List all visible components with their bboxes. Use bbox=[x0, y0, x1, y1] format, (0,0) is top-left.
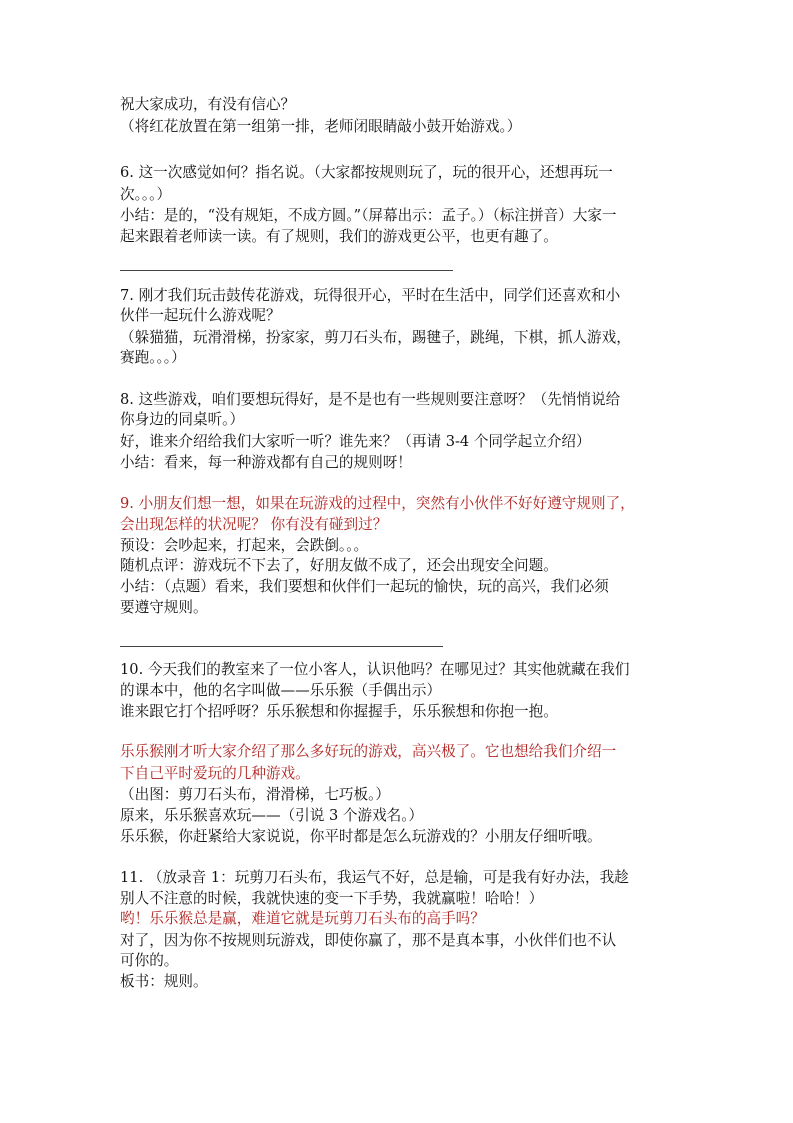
text-line: 好，谁来介绍给我们大家听一听？谁先来？（再请 3-4 个同学起立介绍） bbox=[120, 433, 591, 450]
text-line: 乐乐猴，你赶紧给大家说说，你平时都是怎么玩游戏的？小朋友仔细听哦。 bbox=[120, 828, 602, 845]
text-line: 别人不注意的时候，我就快速的变一下手势，我就赢啦！哈哈！） bbox=[120, 890, 544, 907]
text-line: 8. 这些游戏，咱们要想玩得好，是不是也有一些规则要注意呀？（先悄悄说给 bbox=[120, 391, 621, 408]
text-line: （出图：剪刀石头布，滑滑梯，七巧板。） bbox=[120, 786, 390, 803]
text-line: 伙伴一起玩什么游戏呢？ bbox=[120, 307, 281, 324]
highlighted-text-line: 乐乐猴刚才听大家介绍了那么多好玩的游戏，高兴极了。它也想给我们介绍一 bbox=[120, 743, 617, 760]
highlighted-text-line: 哟！乐乐猴总是赢，难道它就是玩剪刀石头布的高手吗？ bbox=[120, 910, 485, 927]
text-line: 板书：规则。 bbox=[120, 973, 208, 990]
text-line: 随机点评：游戏玩不下去了，好朋友做不成了，还会出现安全问题。 bbox=[120, 557, 558, 574]
text-line: 7. 刚才我们玩击鼓传花游戏，玩得很开心，平时在生活中，同学们还喜欢和小 bbox=[120, 287, 621, 304]
text-line: 你身边的同桌听。） bbox=[120, 411, 245, 428]
divider-line bbox=[120, 270, 453, 271]
divider-line bbox=[120, 646, 443, 647]
text-line: 6. 这一次感觉如何？指名说。（大家都按规则玩了，玩的很开心，还想再玩一 bbox=[120, 164, 613, 181]
highlighted-text-line: 下自己平时爱玩的几种游戏。 bbox=[120, 765, 310, 782]
text-line: （将红花放置在第一组第一排，老师闭眼睛敲小鼓开始游戏。） bbox=[120, 118, 522, 135]
text-line: 起来跟着老师读一读。有了规则，我们的游戏更公平，也更有趣了。 bbox=[120, 228, 558, 245]
text-line: （躲猫猫，玩滑滑梯，扮家家，剪刀石头布，踢毽子，跳绳，下棋，抓人游戏， bbox=[120, 329, 631, 346]
text-line: 原来，乐乐猴喜欢玩——（引说 3 个游戏名。） bbox=[120, 807, 424, 824]
highlighted-text-line: 9. 小朋友们想一想，如果在玩游戏的过程中，突然有小伙伴不好好遵守规则了， bbox=[120, 495, 635, 512]
text-line: 对了，因为你不按规则玩游戏，即使你赢了，那不是真本事，小伙伴们也不认 bbox=[120, 932, 617, 949]
text-line: 小结：是的，“没有规矩，不成方圆。”（屏幕出示：孟子。）（标注拼音）大家一 bbox=[120, 207, 617, 224]
text-line: 小结：（点题）看来，我们要想和伙伴们一起玩的愉快，玩的高兴，我们必须 bbox=[120, 578, 609, 595]
text-line: 预设：会吵起来，打起来，会跌倒。。。 bbox=[120, 537, 369, 554]
highlighted-text-line: 会出现怎样的状况呢？ 你有没有碰到过？ bbox=[120, 516, 388, 533]
text-line: 的课本中，他的名字叫做——乐乐猴（手偶出示） bbox=[120, 682, 442, 699]
text-line: 小结：看来，每一种游戏都有自己的规则呀！ bbox=[120, 454, 412, 471]
text-line: 10. 今天我们的教室来了一位小客人，认识他吗？在哪见过？其实他就藏在我们 bbox=[120, 661, 630, 678]
text-line: 谁来跟它打个招呼呀？乐乐猴想和你握握手，乐乐猴想和你抱一抱。 bbox=[120, 703, 558, 720]
text-line: 赛跑。。。） bbox=[120, 349, 186, 366]
text-line: 要遵守规则。 bbox=[120, 599, 208, 616]
text-line: 次。。。） bbox=[120, 186, 172, 203]
text-line: 祝大家成功，有没有信心？ bbox=[120, 96, 296, 113]
text-line: 11. （放录音 1：玩剪刀石头布，我运气不好，总是输，可是我有好办法，我趁 bbox=[120, 869, 629, 886]
text-line: 可你的。 bbox=[120, 952, 179, 969]
